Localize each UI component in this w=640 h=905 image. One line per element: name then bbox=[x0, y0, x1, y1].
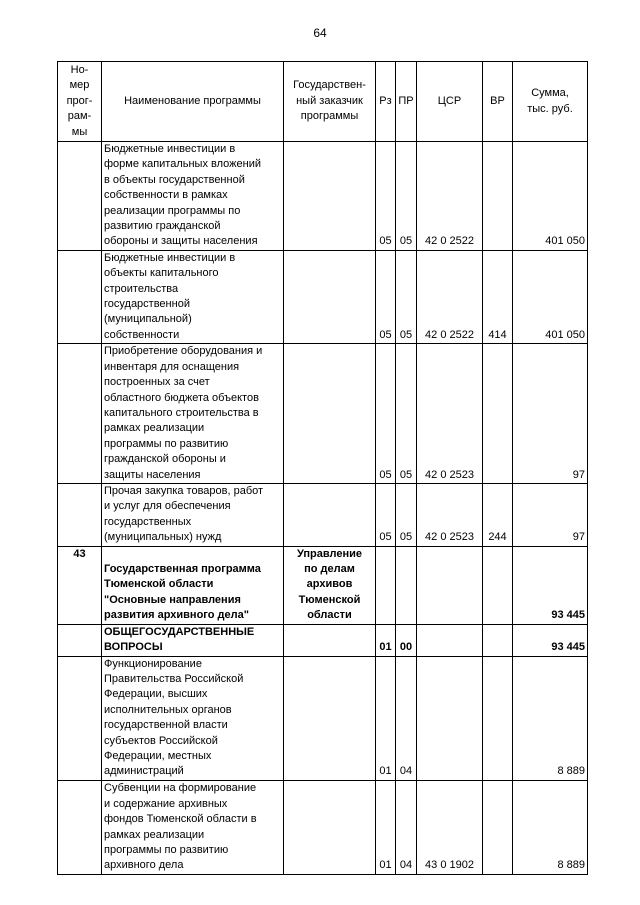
csr-code: 42 0 2523 bbox=[417, 344, 483, 484]
program-number bbox=[58, 250, 102, 343]
program-customer bbox=[284, 142, 376, 251]
header-row bbox=[58, 62, 588, 142]
program-customer bbox=[284, 780, 376, 874]
program-customer bbox=[284, 624, 376, 656]
program-number bbox=[58, 483, 102, 546]
program-customer bbox=[284, 656, 376, 780]
sum-value: 93 445 bbox=[513, 546, 588, 624]
program-customer bbox=[284, 250, 376, 343]
vr-code bbox=[483, 780, 513, 874]
program-name: Субвенции на формирование и содержание архивных фондов Тюменской области в рамках реализации программы по развитию архивного дела bbox=[102, 780, 284, 874]
pr-code: 05 bbox=[396, 344, 417, 484]
program-name: Государственная программа Тюменской области "Основные направления развития архивного дела" bbox=[102, 546, 284, 624]
header-pr: ПР bbox=[396, 62, 417, 142]
program-number: 43 bbox=[58, 546, 102, 624]
csr-code: 43 0 1902 bbox=[417, 780, 483, 874]
vr-code bbox=[483, 624, 513, 656]
program-customer: Управление по делам архивов Тюменской области bbox=[284, 546, 376, 624]
rz-code: 05 bbox=[376, 142, 396, 251]
program-customer bbox=[284, 483, 376, 546]
table-row bbox=[58, 344, 588, 484]
header-program-name: Наименование программы bbox=[102, 62, 284, 142]
csr-code: 42 0 2522 bbox=[417, 142, 483, 251]
sum-value: 97 bbox=[513, 483, 588, 546]
rz-code: 05 bbox=[376, 250, 396, 343]
header-program-number: Но- мер прог- рам- мы bbox=[58, 62, 102, 142]
rz-code: 01 bbox=[376, 780, 396, 874]
rz-code: 01 bbox=[376, 624, 396, 656]
csr-code: 42 0 2523 bbox=[417, 483, 483, 546]
header-rz: Рз bbox=[376, 62, 396, 142]
program-customer bbox=[284, 344, 376, 484]
table-body bbox=[58, 142, 588, 875]
pr-code bbox=[396, 546, 417, 624]
vr-code: 414 bbox=[483, 250, 513, 343]
sum-value: 97 bbox=[513, 344, 588, 484]
header-sum: Сумма, тыс. руб. bbox=[513, 62, 588, 142]
pr-code: 05 bbox=[396, 483, 417, 546]
header-csr: ЦСР bbox=[417, 62, 483, 142]
pr-code: 04 bbox=[396, 780, 417, 874]
sum-value: 93 445 bbox=[513, 624, 588, 656]
budget-table bbox=[57, 61, 588, 875]
pr-code: 05 bbox=[396, 142, 417, 251]
csr-code bbox=[417, 624, 483, 656]
program-name: Функционирование Правительства Российской Федерации, высших исполнительных органов государственной власти субъектов Российской Федерации, местных администраций bbox=[102, 656, 284, 780]
pr-code: 04 bbox=[396, 656, 417, 780]
table-row bbox=[58, 656, 588, 780]
sum-value: 8 889 bbox=[513, 780, 588, 874]
table-row bbox=[58, 780, 588, 874]
sum-value: 8 889 bbox=[513, 656, 588, 780]
program-name: Бюджетные инвестиции в объекты капитального строительства государственной (муниципальной) собственности bbox=[102, 250, 284, 343]
program-name: Приобретение оборудования и инвентаря для оснащения построенных за счет областного бюджета объектов капитального строительства в рамках реализации программы по развитию гражданской обороны и защиты населения bbox=[102, 344, 284, 484]
pr-code: 05 bbox=[396, 250, 417, 343]
rz-code: 01 bbox=[376, 656, 396, 780]
vr-code bbox=[483, 546, 513, 624]
pr-code: 00 bbox=[396, 624, 417, 656]
table-row bbox=[58, 142, 588, 251]
program-number bbox=[58, 656, 102, 780]
table-row bbox=[58, 624, 588, 656]
header-vr: ВР bbox=[483, 62, 513, 142]
program-name: Прочая закупка товаров, работ и услуг для обеспечения государственных (муниципальных) нужд bbox=[102, 483, 284, 546]
table-row bbox=[58, 483, 588, 546]
program-number bbox=[58, 142, 102, 251]
program-number bbox=[58, 780, 102, 874]
vr-code bbox=[483, 344, 513, 484]
csr-code bbox=[417, 546, 483, 624]
program-name: ОБЩЕГОСУДАРСТВЕННЫЕ ВОПРОСЫ bbox=[102, 624, 284, 656]
rz-code: 05 bbox=[376, 344, 396, 484]
vr-code bbox=[483, 656, 513, 780]
table-row bbox=[58, 250, 588, 343]
program-number bbox=[58, 344, 102, 484]
rz-code bbox=[376, 546, 396, 624]
vr-code bbox=[483, 142, 513, 251]
program-name: Бюджетные инвестиции в форме капитальных вложений в объекты государственной собственности в рамках реализации программы по развитию гражданской обороны и защиты населения bbox=[102, 142, 284, 251]
header-customer: Государствен- ный заказчик программы bbox=[284, 62, 376, 142]
rz-code: 05 bbox=[376, 483, 396, 546]
program-number bbox=[58, 624, 102, 656]
table-row bbox=[58, 546, 588, 624]
csr-code: 42 0 2522 bbox=[417, 250, 483, 343]
page-number: 64 bbox=[313, 26, 327, 40]
csr-code bbox=[417, 656, 483, 780]
sum-value: 401 050 bbox=[513, 250, 588, 343]
sum-value: 401 050 bbox=[513, 142, 588, 251]
vr-code: 244 bbox=[483, 483, 513, 546]
